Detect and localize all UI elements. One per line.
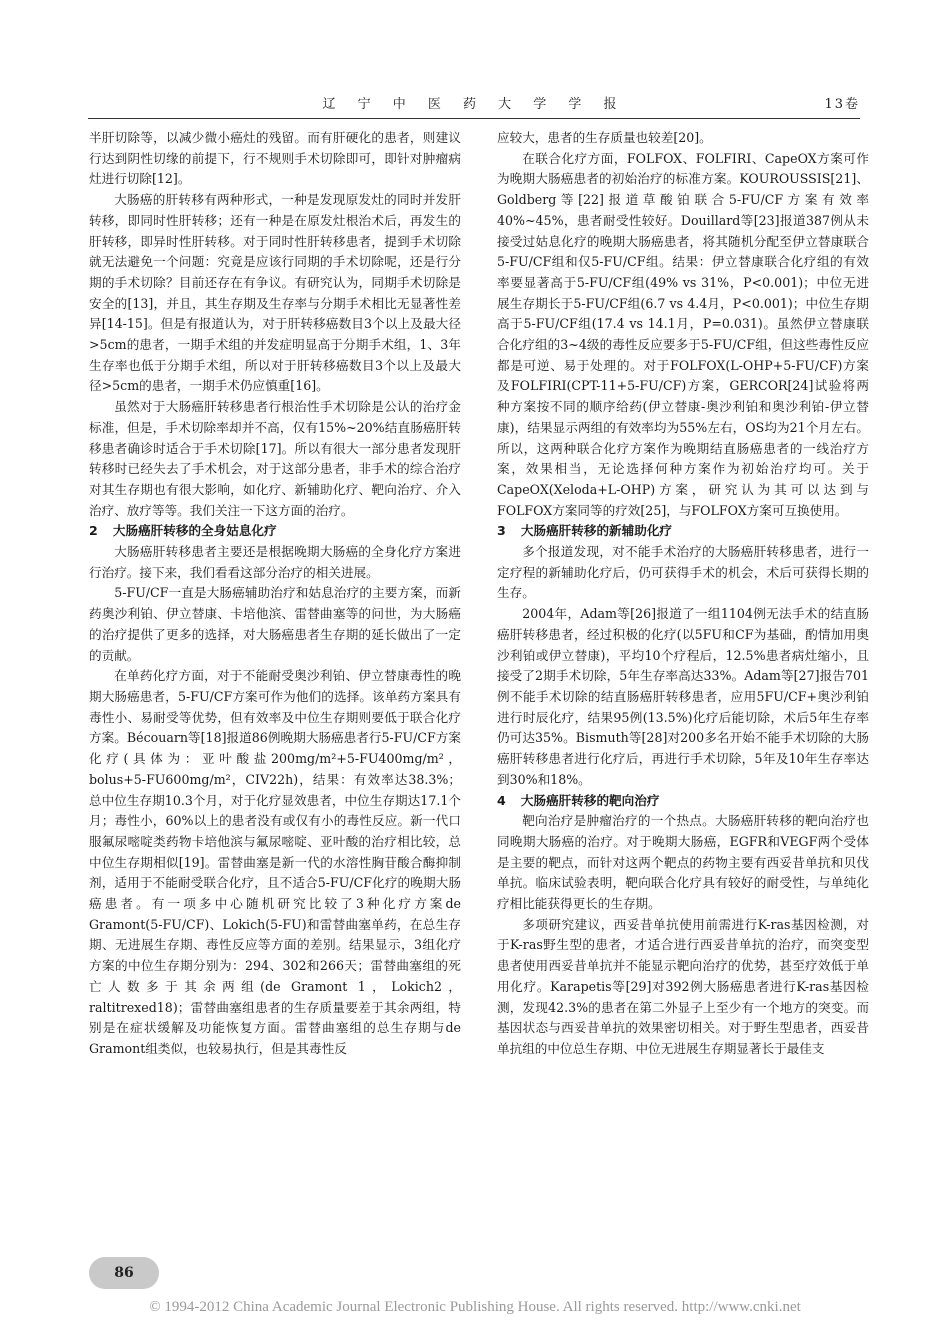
right-column	[497, 128, 869, 1060]
body-paragraph: 半肝切除等，以减少微小癌灶的残留。而有肝硬化的患者，则建议行达到阴性切缘的前提下，行不规则手术切除即可，即针对肿瘤病灶进行切除[12]。	[89, 130, 461, 187]
header-rule	[88, 118, 860, 119]
body-paragraph: 多项研究建议，西妥昔单抗使用前需进行K-ras基因检测，对于K-ras野生型的患者，才适合进行西妥昔单抗的治疗，而突变型患者使用西妥昔单抗并不能显示靶向治疗的优势，甚至疗效低于单用化疗。Karapetis等[29]对392例大肠癌患者进行K-ras基因检测，发现42.3%的患者在第二外显子上至少有一个地方的突变。而基因状态与西妥昔单抗的效果密切相关。对于野生型患者，西妥昔单抗组的中位总生存期、中位无进展生存期显著长于最佳支	[497, 916, 869, 1056]
body-paragraph: 2004年，Adam等[26]报道了一组1104例无法手术的结直肠癌肝转移患者，经过积极的化疗(以5FU和CF为基础，酌情加用奥沙利铂或伊立替康)，平均10个疗程后，12.5%患者病灶缩小，且接受了2期手术切除，5年生存率高达33%。Adam等[27]报告701例不能手术切除的结直肠癌肝转移患者，应用5FU/CF+奥沙利铂进行时辰化疗，结果95例(13.5%)化疗后能切除，术后5年生存率仍可达35%。Bismuth等[28]对200多名开始不能手术切除的大肠癌肝转移患者进行化疗后，再进行手术切除，5年及10年生存率达到30%和18%。	[497, 606, 869, 787]
section-number: 2	[89, 523, 98, 539]
left-column	[89, 128, 461, 1060]
page-number: 86	[89, 1257, 159, 1289]
running-header	[88, 93, 860, 117]
section-heading	[497, 791, 869, 812]
body-paragraph: 大肠癌肝转移患者主要还是根据晚期大肠癌的全身化疗方案进行治疗。接下来，我们看看这部分治疗的相关进展。	[89, 544, 461, 580]
volume-number: 13卷	[824, 97, 860, 112]
body-paragraph: 多个报道发现，对不能手术治疗的大肠癌肝转移患者，进行一定疗程的新辅助化疗后，仍可获得手术的机会，术后可获得长期的生存。	[497, 544, 869, 601]
body-paragraph: 5-FU/CF一直是大肠癌辅助治疗和姑息治疗的主要方案，而新药奥沙利铂、伊立替康、卡培他滨、雷替曲塞等的问世，为大肠癌的治疗提供了更多的选择，对大肠癌患者生存期的延长做出了一定的贡献。	[89, 585, 461, 663]
body-paragraph: 靶向治疗是肿瘤治疗的一个热点。大肠癌肝转移的靶向治疗也同晚期大肠癌的治疗。对于晚期大肠癌，EGFR和VEGF两个受体是主要的靶点，而针对这两个靶点的药物主要有西妥昔单抗和贝伐单抗。临床试验表明，靶向联合化疗具有较好的耐受性，与单纯化疗相比能获得更长的生存期。	[497, 813, 869, 912]
section-number: 3	[497, 523, 506, 539]
body-paragraph: 在联合化疗方面，FOLFOX、FOLFIRI、CapeOX方案可作为晚期大肠癌患者的初始治疗的标准方案。KOUROUSSIS[21]、Goldberg等[22]报道草酸铂联合5-FU/CF方案有效率40%~45%，患者耐受性较好。Douillard等[23]报道387例从未接受过姑息化疗的晚期大肠癌患者，将其随机分配至伊立替康联合5-FU/CF组和仅5-FU/CF组。结果：伊立替康联合化疗组的有效率要显著高于5-FU/CF组(49% vs 31%，P<0.001)；中位无进展生存期长于5-FU/CF组(6.7 vs 4.4月，P<0.001)；中位生存期高于5-FU/CF组(17.4 vs 14.1月，P=0.031)。虽然伊立替康联合化疗组的3~4级的毒性反应要多于5-FU/CF组，但这些毒性反应都是可逆、易于处理的。对于FOLFOX(L-OHP+5-FU/CF)方案及FOLFIRI(CPT-11+5-FU/CF)方案，GERCOR[24]试验将两种方案按不同的顺序给药(伊立替康-奥沙利铂和奥沙利铂-伊立替康)，结果显示两组的有效率均为55%左右，OS均为21个月左右。所以，这两种联合化疗方案作为晚期结直肠癌患者的一线治疗方案，效果相当，无论选择何种方案作为初始治疗均可。关于CapeOX(Xeloda+L-OHP)方案，研究认为其可以达到与FOLFOX方案同等的疗效[25]，与FOLFOX方案可互换使用。	[497, 150, 869, 518]
journal-title: 辽 宁 中 医 药 大 学 学 报	[322, 97, 626, 112]
section-title: 大肠癌肝转移的靶向治疗	[520, 792, 660, 808]
body-paragraph: 虽然对于大肠癌肝转移患者行根治性手术切除是公认的治疗金标准，但是，手术切除率却并不高，仅有15%~20%结直肠癌肝转移患者确诊时适合于手术切除[17]。所以有很大一部分患者发现肝转移时已经失去了手术机会，对于这部分患者，非手术的综合治疗对其生存期也有很大影响，如化疗、新辅助化疗、靶向治疗、介入治疗、放疗等等。我们关注一下这方面的治疗。	[89, 399, 461, 518]
section-title: 大肠癌肝转移的新辅助化疗	[520, 523, 672, 539]
section-heading	[89, 521, 461, 542]
copyright-notice: © 1994-2012 China Academic Journal Electronic Publishing House. All rights reserved. http://www.cnki.net	[149, 1299, 801, 1315]
section-number: 4	[497, 792, 506, 808]
body-paragraph: 应较大，患者的生存质量也较差[20]。	[497, 130, 712, 145]
body-paragraph: 大肠癌的肝转移有两种形式，一种是发现原发灶的同时并发肝转移，即同时性肝转移；还有一种是在原发灶根治术后，再发生的肝转移，即异时性肝转移。对于同时性肝转移患者，提到手术切除就无法避免一个问题：究竟是应该行同期的手术切除呢，还是行分期的手术切除？目前还存在有争议。有研究认为，同期手术切除是安全的[13]，并且，其生存期及生存率与分期手术相比无显著性差异[14-15]。但是有报道认为，对于肝转移癌数目3个以上及最大径>5cm的患者，一期手术组的并发症明显高于分期手术组，1、3年生存率也低于分期手术组，所以对于肝转移癌数目3个以上及最大径>5cm的患者，一期手术仍应慎重[16]。	[89, 192, 461, 394]
section-title: 大肠癌肝转移的全身姑息化疗	[112, 523, 277, 539]
section-heading	[497, 521, 869, 542]
body-paragraph: 在单药化疗方面，对于不能耐受奥沙利铂、伊立替康毒性的晚期大肠癌患者，5-FU/CF方案可作为他们的选择。该单药方案具有毒性小、易耐受等优势，但有效率及中位生存期则要低于联合化疗方案。Bécouarn等[18]报道86例晚期大肠癌患者行5-FU/CF方案化疗(具体为：亚叶酸盐200mg/m²+5-FU400mg/m²，bolus+5-FU600mg/m²，CIV22h)，结果：有效率达38.3%；总中位生存期10.3个月，对于化疗显效患者，中位生存期达17.1个月；毒性小，60%以上的患者没有或仅有小的毒性反应。新一代口服氟尿嘧啶类药物卡培他滨与氟尿嘧啶、亚叶酸的治疗相比较，总中位生存期相似[19]。雷替曲塞是新一代的水溶性胸苷酸合酶抑制剂，适用于不能耐受联合化疗，且不适合5-FU/CF化疗的晚期大肠癌患者。有一项多中心随机研究比较了3种化疗方案de Gramont(5-FU/CF)、Lokich(5-FU)和雷替曲塞单药，在总生存期、无进展生存期、毒性反应等方面的差别。结果显示，3组化疗方案的中位生存期分别为：294、302和266天；雷替曲塞组的死亡人数多于其余两组(de Gramont 1，Lokich2，raltitrexed18)；雷替曲塞组患者的生存质量要差于其余两组，特别是在症状缓解及功能恢复方面。雷替曲塞组的总生存期与de Gramont组类似，也较易执行，但是其毒性反	[89, 668, 461, 1056]
